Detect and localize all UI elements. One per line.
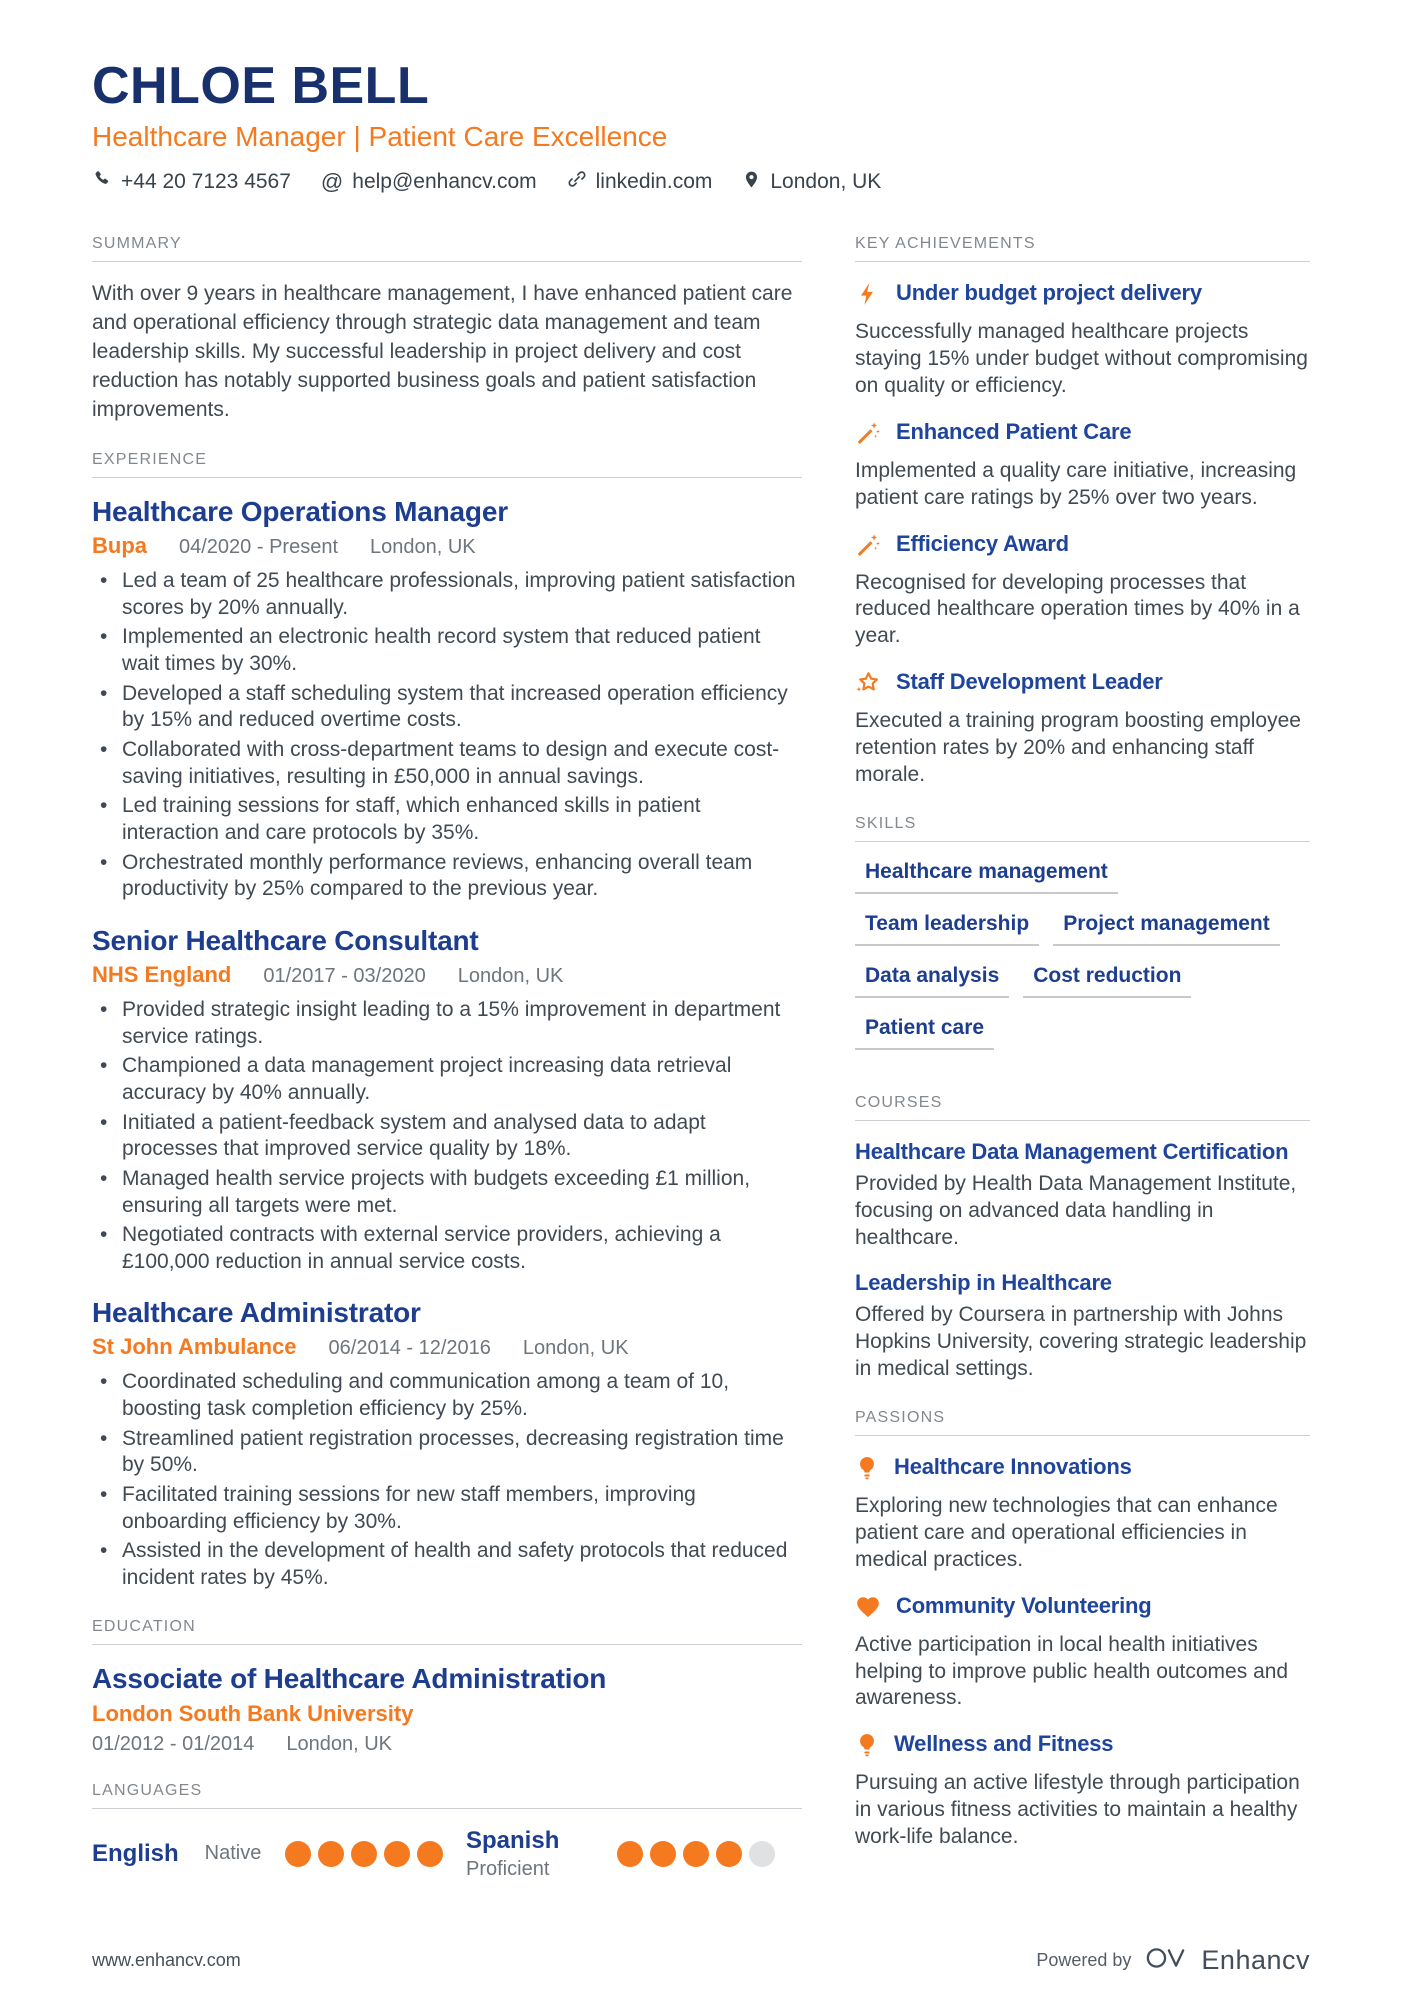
achievement-title: Under budget project delivery xyxy=(896,280,1202,306)
passion-title: Wellness and Fitness xyxy=(894,1731,1114,1757)
contact-phone xyxy=(92,169,291,195)
bullet-item: • Negotiated contracts with external service providers, achieving a £100,000 reduction in annual service costs. xyxy=(92,1222,802,1275)
right-column xyxy=(855,235,1310,1907)
passion-text: Active participation in local health initiatives helping to improve public health outcomes and awareness. xyxy=(855,1632,1289,1710)
achievement-item xyxy=(855,669,1310,789)
passion-item xyxy=(855,1731,1310,1851)
dot-filled xyxy=(650,1841,676,1867)
job-title: Healthcare Operations Manager xyxy=(92,496,508,528)
skills-list xyxy=(855,860,1310,1068)
language-level: Proficient xyxy=(466,1857,550,1880)
link-icon xyxy=(567,169,587,195)
passion-item xyxy=(855,1593,1310,1713)
passion-item xyxy=(855,1454,1310,1574)
job-meta xyxy=(92,533,802,559)
skill-tag: Patient care xyxy=(855,1016,994,1050)
content-columns xyxy=(0,235,1410,1907)
enhancv-logo-icon xyxy=(1145,1944,1187,1977)
bullet-item: • Developed a staff scheduling system that increased operation efficiency by 15% and reduced overtime costs. xyxy=(92,681,802,734)
bullet-item: • Championed a data management project increasing data retrieval accuracy by 40% annually. xyxy=(92,1053,802,1106)
dot-empty xyxy=(749,1841,775,1867)
job-bullets xyxy=(92,568,802,903)
job-dates: 04/2020 - Present xyxy=(179,536,338,559)
course-title: Leadership in Healthcare xyxy=(855,1270,1112,1296)
achievement-item xyxy=(855,419,1310,512)
job-dates: 01/2017 - 03/2020 xyxy=(263,964,426,987)
achievements-label: KEY ACHIEVEMENTS xyxy=(855,235,1310,262)
lightning-icon xyxy=(855,280,881,312)
bullet-item: • Managed health service projects with budgets exceeding £1 million, ensuring all targets were met. xyxy=(92,1166,802,1219)
job-title: Senior Healthcare Consultant xyxy=(92,924,479,956)
job-entry xyxy=(92,925,802,1276)
course-text: Provided by Health Data Management Institute, focusing on advanced data handling in healthcare. xyxy=(855,1171,1297,1249)
dot-filled xyxy=(683,1841,709,1867)
powered-by-group xyxy=(1036,1944,1310,1977)
achievement-text: Executed a training program boosting employee retention rates by 20% and enhancing staff morale. xyxy=(855,709,1301,786)
bullet-item: • Coordinated scheduling and communication among a team of 10, boosting task completion efficiency by 25%. xyxy=(92,1369,802,1422)
skill-tag: Team leadership xyxy=(855,912,1039,946)
person-name: CHLOE BELL xyxy=(92,57,430,115)
dot-filled xyxy=(417,1841,443,1867)
contact-email[interactable] xyxy=(321,169,537,195)
bullet-item: • Led a team of 25 healthcare professionals, improving patient satisfaction scores by 20% annually. xyxy=(92,568,802,621)
dot-filled xyxy=(617,1841,643,1867)
bullet-item: • Streamlined patient registration processes, decreasing registration time by 50%. xyxy=(92,1426,802,1479)
section-skills xyxy=(855,815,1310,1068)
language-level: Native xyxy=(204,1842,262,1865)
passions-label: PASSIONS xyxy=(855,1409,1310,1436)
footer-website-link[interactable]: www.enhancv.com xyxy=(92,1950,241,1970)
bullet-item: • Implemented an electronic health record system that reduced patient wait times by 30%. xyxy=(92,624,802,677)
achievement-title: Staff Development Leader xyxy=(896,669,1163,695)
skills-label: SKILLS xyxy=(855,815,1310,842)
section-languages xyxy=(92,1782,802,1881)
job-entry xyxy=(92,496,802,903)
dot-filled xyxy=(285,1841,311,1867)
at-icon: @ xyxy=(320,169,344,195)
skill-tag: Healthcare management xyxy=(855,860,1118,894)
magic-wand-icon xyxy=(855,419,881,451)
language-name: Spanish xyxy=(466,1826,560,1854)
achievement-title: Efficiency Award xyxy=(896,530,1069,556)
course-item xyxy=(855,1139,1310,1252)
heart-icon xyxy=(855,1593,881,1625)
enhancv-brand-name[interactable]: Enhancv xyxy=(1201,1945,1310,1975)
course-title: Healthcare Data Management Certification xyxy=(855,1138,1289,1164)
passion-title: Healthcare Innovations xyxy=(894,1454,1132,1480)
section-experience xyxy=(92,451,802,1592)
contact-linkedin[interactable] xyxy=(567,169,713,195)
contact-location xyxy=(742,170,881,195)
languages-row xyxy=(92,1827,802,1881)
job-location: London, UK xyxy=(370,536,476,559)
achievement-text: Recognised for developing processes that reduced healthcare operation times by 40% in a year. xyxy=(855,570,1300,648)
dot-filled xyxy=(384,1841,410,1867)
left-column xyxy=(92,235,802,1907)
achievement-item xyxy=(855,280,1310,400)
bullet-item: • Facilitated training sessions for new staff members, improving onboarding efficiency by 30%. xyxy=(92,1482,802,1535)
section-courses xyxy=(855,1094,1310,1383)
magic-wand-icon xyxy=(855,531,881,563)
bullet-item: • Provided strategic insight leading to a 15% improvement in department service ratings. xyxy=(92,997,802,1050)
section-summary xyxy=(92,235,802,425)
job-location: London, UK xyxy=(457,964,564,987)
dot-filled xyxy=(716,1841,742,1867)
job-meta xyxy=(92,962,802,988)
lightbulb-icon xyxy=(855,1454,879,1486)
bullet-item: • Orchestrated monthly performance reviews, enhancing overall team productivity by 25% compared to the previous year. xyxy=(92,850,802,903)
education-dates: 01/2012 - 01/2014 xyxy=(92,1732,255,1755)
company-name: Bupa xyxy=(92,533,147,559)
achievement-title: Enhanced Patient Care xyxy=(896,418,1132,444)
job-location: London, UK xyxy=(522,1337,629,1360)
achievement-item xyxy=(855,531,1310,651)
degree-title: Associate of Healthcare Administration xyxy=(92,1662,607,1694)
skill-tag: Cost reduction xyxy=(1023,964,1191,998)
job-meta xyxy=(92,1334,802,1360)
headline: Healthcare Manager | Patient Care Excellence xyxy=(92,121,668,153)
languages-label: LANGUAGES xyxy=(92,1782,802,1809)
education-meta xyxy=(92,1733,802,1756)
footer xyxy=(92,1944,1310,1977)
bullet-item: • Assisted in the development of health and safety protocols that reduced incident rates by 45%. xyxy=(92,1538,802,1591)
linkedin-text[interactable]: linkedin.com xyxy=(595,170,713,194)
education-location: London, UK xyxy=(286,1732,393,1755)
achievement-text: Successfully managed healthcare projects staying 15% under budget without compromising on quality or efficiency. xyxy=(855,320,1308,397)
bullet-item: • Initiated a patient-feedback system and analysed data to adapt processes that improved service quality by 18%. xyxy=(92,1110,802,1163)
company-name: NHS England xyxy=(92,961,232,987)
summary-text: With over 9 years in healthcare management, I have enhanced patient care and operational efficiency through strategic data management and team leadership skills. My successful leadership in project delivery and cost reduction has notably supported business goals and patient satisfaction improvements. xyxy=(92,282,793,422)
dot-filled xyxy=(351,1841,377,1867)
bullet-item: • Collaborated with cross-department teams to design and execute cost-saving initiatives, resulting in £50,000 in annual savings. xyxy=(92,737,802,790)
job-bullets xyxy=(92,997,802,1276)
section-passions xyxy=(855,1409,1310,1851)
language-spanish xyxy=(466,1827,782,1881)
header xyxy=(0,0,1410,195)
contact-row xyxy=(92,169,1310,195)
language-name: English xyxy=(92,1839,179,1867)
location-pin-icon xyxy=(742,170,761,195)
skill-tag: Data analysis xyxy=(855,964,1009,998)
job-entry xyxy=(92,1297,802,1591)
school-name: London South Bank University xyxy=(92,1700,414,1726)
skill-tag: Project management xyxy=(1053,912,1280,946)
job-dates: 06/2014 - 12/2016 xyxy=(328,1337,491,1360)
summary-label: SUMMARY xyxy=(92,235,802,262)
language-english xyxy=(92,1827,466,1881)
section-key-achievements xyxy=(855,235,1310,789)
education-label: EDUCATION xyxy=(92,1618,802,1645)
powered-by-text: Powered by xyxy=(1036,1950,1132,1970)
location-text: London, UK xyxy=(770,170,882,194)
company-name: St John Ambulance xyxy=(92,1334,297,1360)
star-icon xyxy=(855,669,881,701)
phone-number: +44 20 7123 4567 xyxy=(121,170,291,194)
email-address[interactable]: help@enhancv.com xyxy=(352,170,537,194)
job-bullets xyxy=(92,1369,802,1591)
passion-text: Exploring new technologies that can enhance patient care and operational efficiencies in medical practices. xyxy=(855,1494,1278,1571)
passion-title: Community Volunteering xyxy=(896,1592,1152,1618)
lightbulb-icon xyxy=(855,1731,879,1763)
course-item xyxy=(855,1270,1310,1383)
course-text: Offered by Coursera in partnership with Johns Hopkins University, covering strategic leadership in medical settings. xyxy=(855,1303,1307,1381)
language-proficiency-dots xyxy=(617,1841,782,1867)
job-title: Healthcare Administrator xyxy=(92,1297,421,1329)
phone-icon xyxy=(92,169,112,195)
dot-filled xyxy=(318,1841,344,1867)
bullet-item: • Led training sessions for staff, which enhanced skills in patient interaction and care protocols by 35%. xyxy=(92,793,802,846)
courses-label: COURSES xyxy=(855,1094,1310,1121)
passion-text: Pursuing an active lifestyle through participation in various fitness activities to maintain a healthy work-life balance. xyxy=(855,1771,1300,1849)
experience-label: EXPERIENCE xyxy=(92,451,802,478)
section-education xyxy=(92,1618,802,1756)
achievement-text: Implemented a quality care initiative, increasing patient care ratings by 25% over two years. xyxy=(855,458,1297,509)
language-proficiency-dots xyxy=(285,1841,450,1867)
